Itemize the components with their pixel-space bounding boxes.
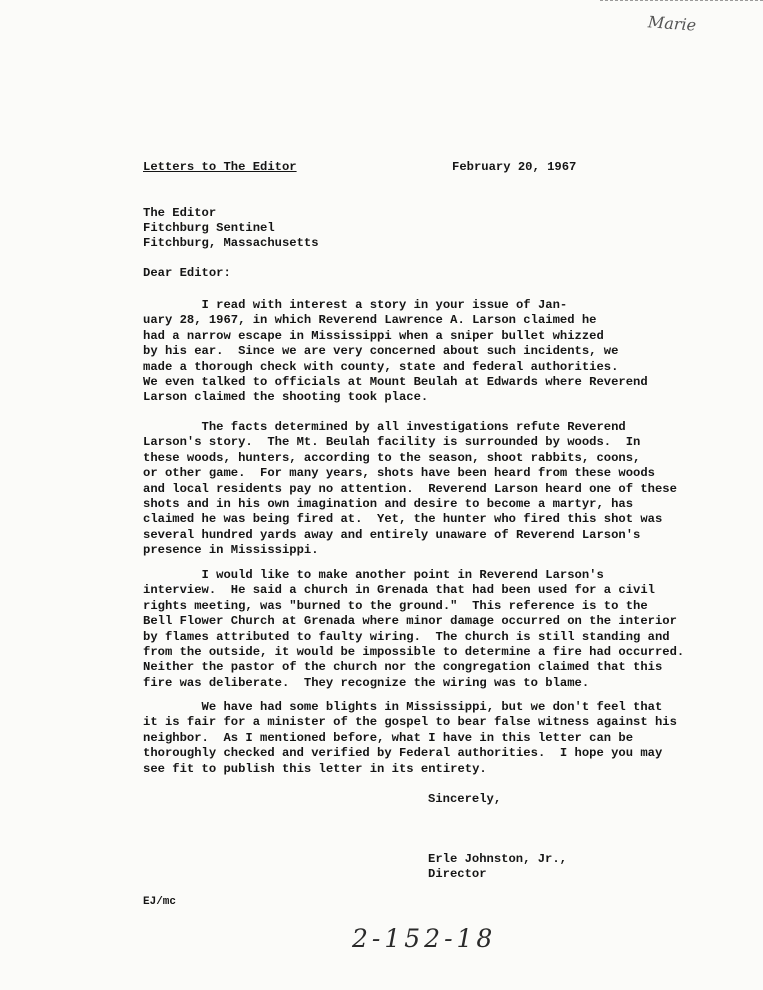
text-line: The facts determined by all investigations refute Reverend [143,420,626,434]
address-line: Fitchburg Sentinel [143,221,275,235]
text-line: We have had some blights in Mississippi, but we don't feel that [143,700,663,714]
text-line: We even talked to officials at Mount Beulah at Edwards where Reverend [143,375,648,389]
text-line: shots and in his own imagination and desire to become a martyr, has [143,497,634,511]
corner-handwritten-note: Marie [647,12,697,35]
file-number: 2-152-18 [352,924,497,953]
letter-heading: Letters to The Editor [143,160,297,174]
signer-title: Director [428,867,487,881]
text-line: claimed he was being fired at. Yet, the hunter who fired this shot was [143,512,663,527]
text-line: these woods, hunters, according to the season, shoot rabbits, coons, [143,450,641,465]
text-line: uary 28, 1967, in which Reverend Lawrence A. Larson claimed he [143,313,597,328]
text-line: Neither the pastor of the church nor the congregation claimed that this [143,660,663,675]
text-line: by his ear. Since we are very concerned about such incidents, we [143,344,619,359]
text-line: I would like to make another point in Reverend Larson's [143,568,604,582]
text-line: from the outside, it would be impossible to determine a fire had occurred. [143,645,685,659]
salutation: Dear Editor: [143,266,231,280]
text-line: thoroughly checked and verified by Federal authorities. I hope you may [143,746,663,761]
text-line: see fit to publish this letter in its entirety. [143,761,487,776]
closing: Sincerely, [428,792,502,806]
text-line: several hundred yards away and entirely unaware of Reverend Larson's [143,527,641,542]
text-line: rights meeting, was "burned to the ground." This reference is to the [143,598,648,613]
text-line: interview. He said a church in Grenada that had been used for a civil [143,583,655,598]
signer-name: Erle Johnston, Jr., [428,852,567,866]
text-line: had a narrow escape in Mississippi when a sniper bullet whizzed [143,328,604,343]
text-line: by flames attributed to faulty wiring. The church is still standing and [143,629,670,644]
text-line: Larson claimed the shooting took place. [143,390,429,405]
text-line: neighbor. As I mentioned before, what I have in this letter can be [143,730,634,745]
text-line: presence in Mississippi. [143,543,319,558]
address-line: Fitchburg, Massachusetts [143,236,319,250]
typist-initials: EJ/mc [143,896,177,908]
top-edge-mark [600,0,763,5]
text-line: fire was deliberate. They recognize the wiring was to blame. [143,675,590,690]
text-line: it is fair for a minister of the gospel to bear false witness against his [143,715,677,730]
address-line: The Editor [143,206,217,220]
letter-date: February 20, 1967 [452,160,577,174]
text-line: Bell Flower Church at Grenada where minor damage occurred on the interior [143,614,677,629]
text-line: made a thorough check with county, state and federal authorities. [143,359,619,374]
text-line: Larson's story. The Mt. Beulah facility is surrounded by woods. In [143,435,641,450]
text-line: and local residents pay no attention. Reverend Larson heard one of these [143,481,677,496]
text-line: I read with interest a story in your issue of Jan- [143,298,568,312]
text-line: or other game. For many years, shots have been heard from these woods [143,466,655,481]
